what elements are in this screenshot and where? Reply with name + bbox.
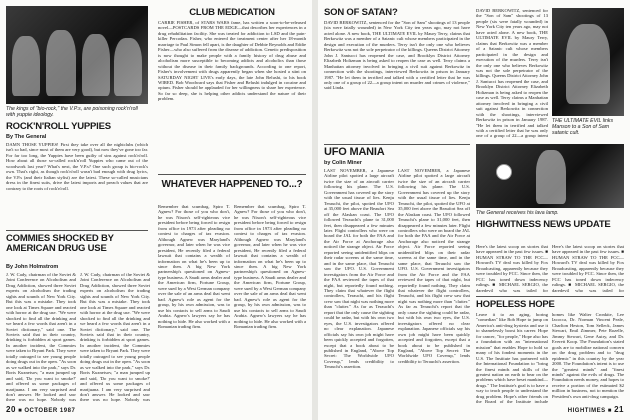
whatever-happened-body-col2: Remember that scumbag, Spiro T. Agnew? For those of you who don't, he was Nixon's self-righteous vice president before being forced to resign from office in 1973 after pleading no contest to charges of tax evasion. Although Agnew was Maryland's governor, and later when he was vice president, He recently filed a federal lawsuit that contains a wealth of information on what he's been up to since then. A big New York partnership's questioned on Agnew-type business. A Saudi arms dealer and the American firm, Fortune Group, were sued by a West German company over the sale of an arms deal that went bad. Agnew's role as agent for the group, by his own admission, was to use his contacts to sell arms to Saudi Arabia. Agnew's lawyers say he has nothing to hide. He also worked with a Romanian trading firm. <box>234 204 306 329</box>
ufo-mania-title: UFO MANIA <box>324 146 385 158</box>
commies-body-col2: J. W. Cady, chairman of the Soviet & Joint Conference on Alcoholism and Drug Addiction, showed three Soviet experts on alcoholism the trading sights and sounds of New York City. But this was a mistake. They took one look at Times Square and reacted with horror at the drug use. "We were shocked to find all the drinking and we heard a few words that aren't in a Soviet dictionary," said one. The Soviets said that in their country, drinking is forbidden at sport games. In another incident, the Commies were taken to Bryant Park. They were totally outraged to see young people doing drugs out in the open. "As soon as we walked into the park," says Dr. Boris Kuznetsov, "a man jumped up and said, 'Do you want to smoke?' and offered us some packages of marijuana. I am very surprised and don't answer. He looked and saw there was no hope. Nobody was <box>80 272 150 403</box>
whatever-happened-body-col1: Remember that scumbag, Spiro T. Agnew? For those of you who don't, he was Nixon's self-righteous vice president before being forced to resign from office in 1973 after pleading no contest to charges of tax evasion. Although Agnew was Maryland's governor, and later when he was vice president, He recently filed a federal lawsuit that contains a wealth of information on what he's been up to since then. A big New York partnership's questioned on Agnew-type business. A Saudi arms dealer and the American firm, Fortune Group, were sued by a West German company over the sale of an arms deal that went bad. Agnew's role as agent for the group, by his own admission, was to use his contacts to sell arms to Saudi Arabia. Agnew's lawyers say he has nothing to hide. He also worked with a Romanian trading firm. <box>158 204 230 329</box>
rocknroll-yuppies-title: ROCK'N'ROLL YUPPIES <box>6 121 111 132</box>
issue-date: OCTOBER 1987 <box>24 408 76 414</box>
rocknroll-byline: By The General <box>6 134 47 140</box>
section-rule <box>476 296 624 297</box>
commies-title: COMMIES SHOCKED BY AMERICAN DRUG USE <box>6 233 114 254</box>
ufo-mania-body-col1: LAST NOVEMBER, a Japanese Airline pilot spotted a large aircraft twice the size of an aircraft carrier following his plane. The U.S. Government has covered up the story with the usual tissue of lies. Kenju Terauchi, the pilot, spotted the UFO at 35,000 feet above the Beaufort Sea off the Alaskan coast. The UFO followed Terauchi's plane to 31,000 feet, then disappeared a few minutes later. Flight controllers who were on board the JAL for both the FAA and the Air Force at Anchorage also noticed the strange object. Air Force reported seeing unidentified blips on their radar screens at the same time, and in the same place, that Terauchi saw the UFO. U.S. Government investigators from the Air Force and the FAA reviewed the tapes of that night, but reportedly found nothing. They claim that whatever the flight controllers, Terauchi, and his flight crew saw that night was nothing more than "clutter." As far as Terauchi's report that the only cause the sighting could be radar, but with his own two eyes, the U.S. investigators offered no clear explanation. Japanese officials say his own job might have been quickly accepted and forgotten, except that a book about to be published in England, "Above Top Secret: The Worldwide UFO Coverup," lends credibility to Terauchi's assertion. <box>324 168 394 370</box>
left-folio <box>6 405 75 414</box>
son-of-satan-body: DAVID BERKOWITZ, sentenced for the "Son of Sam" shootings of 13 people (six were fatally wounded) in New York City ten years ago, may not have acted alone. A new book, THE ULTIMATE EVIL by Maury Terry, claims that Berkowitz was a member of a Satanic cult whose members participated in the design and execution of the murders. Terry isn't the only one who believes Berkowitz was not the sole perpetrator of the killings. Queens District Attorney John J. Santucci has reopened the case, and Brooklyn District Attorney Elizabeth Holtzman is being asked to reopen the case as well. Terry claims a Manhattan attorney involved in bringing a civil suit against Berkowitz in connection with the shootings, interviewed Berkowitz in prison in January 1987. "He let them in terrified and talked with a certified letter that he was only one of a group of 22—a group intent on murder and crimes of violence," said Linda. <box>324 20 470 91</box>
son-of-satan-title: SON OF SATAN? <box>324 7 398 18</box>
son-of-satan-body-col2: DAVID BERKOWITZ, sentenced for the "Son of Sam" shootings of 13 people (six were fatally wounded) in New York City ten years ago, may not have acted alone. A new book, THE ULTIMATE EVIL by Maury Terry, claims that Berkowitz was a member of a Satanic cult whose members participated in the design and execution of the murders. Terry isn't the only one who believes Berkowitz was not the sole perpetrator of the killings. Queens District Attorney John J. Santucci has reopened the case, and Brooklyn District Attorney Elizabeth Holtzman is being asked to reopen the case as well. Terry claims a Manhattan attorney involved in bringing a civil suit against Berkowitz in connection with the shootings, interviewed Berkowitz in prison in January 1987. "He let them in terrified and talked with a certified letter that he was only one of a group of 22—a group intent <box>476 8 548 139</box>
rocknroll-body: DAMN THOSE YUPPIES! First they take over all the nightclubs (which isn't so bad, since most of them are very good), but now they've gone too far. For far too long, the Yuppies have been guilty of sins against rock'n'roll. How about all those so-called rock'n'roll Yuppies who came out of the woodwork last year? What's next, the V.P.s? One such group is bio-rock's own. That's right, as though rock'n'roll wasn't bad enough with drug lyrics, the V.P.s (and their Italian stylist) are the latest. These so-called musicians dress in the finest suits, drive the latest imports and preach values that are contrary to the roots of rock'n'roll. <box>6 142 148 191</box>
section-rule <box>158 174 306 175</box>
hightimes-news-body-col2: Here's the latest scoop on stories that have appeared in the past few issues. ■ HUMAN STRAW TO THE FCC—Howard's TV deal was killed by Fox Broadcasting, apparently because they were troubled by FCC. Since then, the FCC has toned down indecency rulings. ■ MICHAEL SERGIO, the daredevil who was jailed for <box>552 244 624 292</box>
ultimate-evil-caption: THE ULTIMATE EVIL links Manson to a Son of Sam satanic cult. <box>552 118 614 136</box>
commies-body-col1: J. W. Cady, chairman of the Soviet & Joint Conference on Alcoholism and Drug Addiction, showed three Soviet experts on alcoholism the trading sights and sounds of New York City. But this was a mistake. They took one look at Times Square and reacted with horror at the drug use. "We were shocked to find all the drinking and we heard a few words that aren't in a Soviet dictionary," said one. The Soviets said that in their country, drinking is forbidden at sport games. In another incident, the Commies were taken to Bryant Park. They were totally outraged to see young people doing drugs out in the open. "As soon as we walked into the park," says Dr. Boris Kuznetsov, "a man jumped up and said, 'Do you want to smoke?' and offered us some packages of marijuana. I am very surprised and don't answer. He looked and saw there was no hope. Nobody was <box>6 272 76 403</box>
whatever-happened-title: WHATEVER HAPPENED TO...? <box>161 179 303 190</box>
page-number: 21 <box>614 405 624 414</box>
brand-name: HIGHTIMES <box>567 408 606 414</box>
lava-lamp-caption: The General receives his lava lamp. <box>476 210 559 216</box>
right-page <box>318 0 630 420</box>
hopeless-hope-body-col2: homes like Walter Cronkite, Lee Iacocca, Dr. Norman Vincent Peale, Charlton Heston, Tom Selleck, James Stewart, Emil Zimmer, Pete Rozelle, Jimmy Stewart, Gene Autry, and Dr. Everett Koop. The Foundation's stated goals are to mobilize national concern on the drug problem and to "drug epidemic" in this country by the year 2000. The Foundation's intent is to use the "greatest minds" and "finest minds" against the evils of drugs. The Foundation needs money, and hopes to receive a portion of the estimated $2 million in business, not to mention the President's own anti-drug campaign. <box>552 312 624 399</box>
vps-band-photo <box>6 6 148 104</box>
page-number: 20 <box>6 405 16 414</box>
club-medication-body: CARRIE FISHER, of STARS WARS fame, has written a soon-to-be-released novel—POSTCARDS FROM THE EDGE—that describes her experiences in a drug rehabilitation facility. She was treated for addiction to LSD and the pain-killer Percodan. Fisher, who entered the treatment center after her 18-month marriage to Paul Simon fell apart, is the daughter of Debbie Reynolds and Eddie Fisher—who also suffered from the disease of addiction. Genetic predisposition is now thought to make people with a family history of drug abuse and alcoholism more susceptible to becoming addicts and alcoholics than those without the disease in their family backgrounds. According to one report, Fisher's involvement with drugs apparently began when she hosted a stint on SATURDAY NIGHT LIVE's early days, the late John Belushi, to his book WIRED. Bob Woodward says that Fisher and Belushi indulged in cocaine and opium. Fisher should be applauded for her willingness to share her experience. So far so deep, she is helping other addicts understand the nature of their problem. <box>158 20 306 102</box>
bullet: ■ <box>607 408 615 414</box>
club-medication-title: CLUB MEDICATION <box>189 7 275 18</box>
commies-byline: By John Holmstrom <box>6 264 59 270</box>
left-page <box>0 0 312 420</box>
hightimes-news-title: HIGHWITNESS NEWS UPDATE <box>476 219 611 230</box>
photo-caption: The kings of "bio-rock," the V.P.s, are poisoning rock'n'roll with yuppie ideology. <box>6 106 138 118</box>
ufo-mania-body-col2: LAST NOVEMBER, a Japanese Airline pilot spotted a large aircraft twice the size of an aircraft carrier following his plane. The U.S. Government has covered up the story with the usual tissue of lies. Kenju Terauchi, the pilot, spotted the UFO at 35,000 feet above the Beaufort Sea off the Alaskan coast. The UFO followed Terauchi's plane to 31,000 feet, then disappeared a few minutes later. Flight controllers who were on board the JAL for both the FAA and the Air Force at Anchorage also noticed the strange object. Air Force reported seeing unidentified blips on their radar screens at the same time, and in the same place, that Terauchi saw the UFO. U.S. Government investigators from the Air Force and the FAA reviewed the tapes of that night, but reportedly found nothing. They claim that whatever the flight controllers, Terauchi, and his flight crew saw that night was nothing more than "clutter." As far as Terauchi's report that the only cause the sighting could be radar, but with his own two eyes, the U.S. investigators offered no clear explanation. Japanese officials say his own job might have been quickly accepted and forgotten, except that a book about to be published in England, "Above Top Secret: The Worldwide UFO Coverup," lends credibility to Terauchi's assertion. <box>398 168 470 364</box>
bullet: ■ <box>18 408 25 414</box>
section-rule <box>6 230 148 231</box>
ufo-mania-byline: by Colin Miner <box>324 160 362 166</box>
right-folio <box>568 405 624 414</box>
hopeless-hope-title: HOPELESS HOPE <box>476 299 555 310</box>
lava-lamp-photo <box>476 144 624 208</box>
manson-photo <box>552 8 624 116</box>
hightimes-news-body: Here's the latest scoop on stories that have appeared in the past few issues. ■ HUMAN STRAW TO THE FCC—Howard's TV deal was killed by Fox Broadcasting, apparently because they were troubled by FCC. Since then, the FCC has toned down indecency rulings. ■ MICHAEL SERGIO, the daredevil who was jailed for <box>476 244 548 292</box>
hopeless-hope-body: Leave it to an aging, boring "comedian" like Bob Hope to jump on America's anti-drug hysteria and use it to shamelessly boost his career. Hope for cancer, "for people," Hope also has a foundation with an "international mission" that enables Hope to hold so many of his fondest moments in the U.S. The Institute has partnered with the International Foundation to "bring the finest minds and skills of the greatest nation on earth to bear on the problems which have beset mankind—drugs." The Institute's goal is to have a way to teach people to understand the drug problem. Hope's other friends on the Board of the Institute include <box>476 312 548 404</box>
section-rule <box>324 144 470 145</box>
